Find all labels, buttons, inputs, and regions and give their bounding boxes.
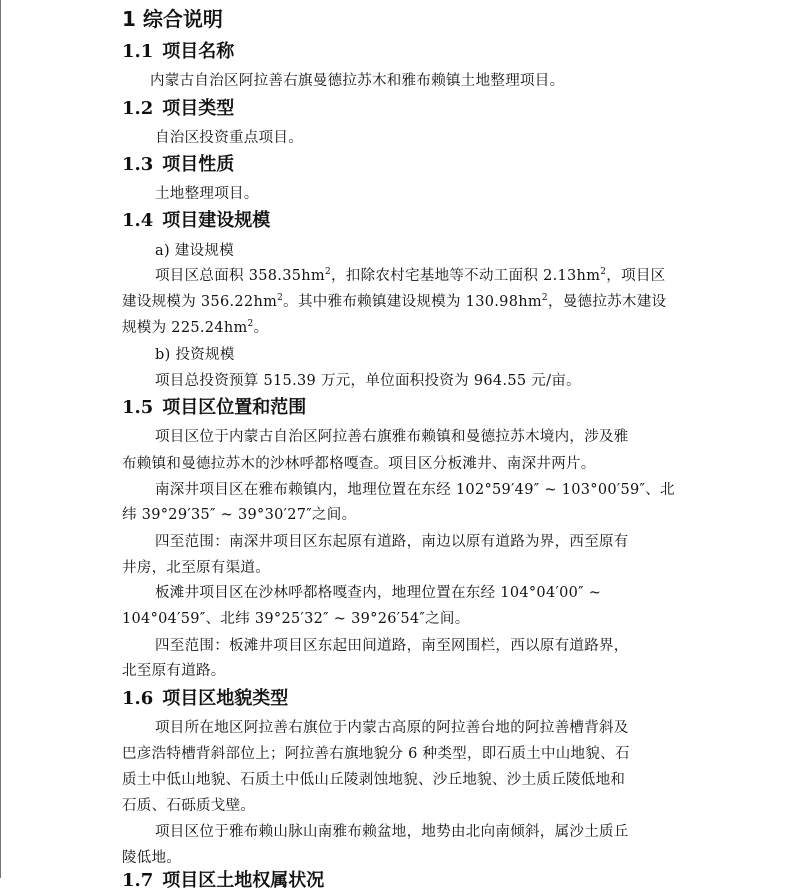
- section-number: 1.2: [122, 98, 154, 119]
- paragraph-line: 陵低地。: [122, 850, 182, 866]
- superscript: 2: [277, 293, 284, 304]
- section-number: 1.7: [122, 870, 154, 891]
- paragraph-line: 石质、石砾质戈壁。: [122, 798, 256, 814]
- paragraph-line: 井房，北至原有渠道。: [122, 560, 270, 576]
- superscript: 2: [600, 267, 607, 278]
- section-title: 项目区位置和范围: [162, 397, 307, 418]
- text-run: ，扣除农村宅基地等不动工面积 2.13hm: [330, 268, 601, 284]
- superscript: 2: [247, 319, 254, 330]
- section-heading-1-1: [122, 37, 234, 63]
- paragraph-line: 巴彦浩特槽背斜部位上；阿拉善右旗地貌分 6 种类型，即石质土中山地貌、石: [122, 746, 630, 762]
- section-heading-1-7: [122, 866, 422, 892]
- section-body-1-3: 土地整理项目。: [155, 186, 259, 202]
- section-title: 项目区土地权属状况: [162, 870, 325, 891]
- section-heading-1-7-clipped: [122, 866, 422, 891]
- paragraph-line: 项目区位于雅布赖山脉山南雅布赖盆地，地势由北向南倾斜，属沙土质丘: [155, 824, 629, 840]
- section-number: 1.4: [122, 210, 154, 231]
- paragraph-line: 四至范围：板滩井项目区东起田间道路，南至网围栏，西以原有道路界，: [155, 638, 629, 654]
- section-title: 项目区地貌类型: [162, 688, 289, 709]
- paragraph-line: 板滩井项目区在沙林呼都格嘎查内，地理位置在东经 104°04′00″ ~: [155, 585, 602, 601]
- text-run: 。: [253, 320, 269, 336]
- paragraph-line: 项目区位于内蒙古自治区阿拉善右旗雅布赖镇和曼德拉苏木境内，涉及雅: [155, 429, 629, 445]
- paragraph-line: 项目总投资预算 515.39 万元，单位面积投资为 964.55 元/亩。: [155, 373, 581, 389]
- section-heading-1-2: [122, 94, 234, 120]
- page-edge-line: [0, 0, 1, 878]
- paragraph-line: [122, 290, 666, 311]
- section-body-1-2: 自治区投资重点项目。: [155, 130, 303, 146]
- section-number: 1.5: [122, 397, 154, 418]
- list-label-a: a) 建设规模: [155, 243, 235, 259]
- paragraph-line: [122, 316, 268, 337]
- paragraph-line: 四至范围：南深井项目区东起原有道路，南边以原有道路为界，西至原有: [155, 534, 629, 550]
- section-number: 1.3: [122, 154, 154, 175]
- section-heading-1-3: [122, 150, 234, 176]
- section-title: 项目名称: [162, 41, 235, 62]
- list-label-b: b) 投资规模: [155, 347, 235, 363]
- section-heading-1-5: [122, 393, 306, 419]
- text-run: 规模为 225.24hm: [122, 320, 248, 336]
- section-title: 项目类型: [162, 98, 235, 119]
- section-number: 1.6: [122, 688, 154, 709]
- paragraph-line: [155, 264, 665, 285]
- section-number: 1.1: [122, 41, 154, 62]
- section-heading-1-4: [122, 206, 270, 232]
- paragraph-line: 项目所在地区阿拉善右旗位于内蒙古高原的阿拉善台地的阿拉善槽背斜及: [155, 720, 629, 736]
- text-run: ，项目区: [606, 268, 666, 284]
- section-title: 项目性质: [162, 154, 235, 175]
- text-run: 。其中雅布赖镇建设规模为 130.98hm: [283, 294, 542, 310]
- section-title: 项目建设规模: [162, 210, 271, 231]
- superscript: 2: [324, 267, 331, 278]
- chapter-heading: 1 综合说明: [122, 7, 223, 31]
- paragraph-line: 布赖镇和曼德拉苏木的沙林呼都格嘎查。项目区分板滩井、南深井两片。: [122, 456, 596, 472]
- section-heading-1-6: [122, 684, 288, 710]
- text-run: 项目区总面积 358.35hm: [155, 268, 325, 284]
- paragraph-line: 质土中低山地貌、石质土中低山丘陵剥蚀地貌、沙丘地貌、沙土质丘陵低地和: [122, 772, 626, 788]
- paragraph-line: 南深井项目区在雅布赖镇内，地理位置在东经 102°59′49″ ~ 103°00′59″、北: [155, 482, 675, 498]
- text-run: 建设规模为 356.22hm: [122, 294, 278, 310]
- paragraph-line: 纬 39°29′35″ ~ 39°30′27″之间。: [122, 507, 357, 523]
- paragraph-line: 北至原有道路。: [122, 663, 226, 679]
- superscript: 2: [541, 293, 548, 304]
- paragraph-line: 104°04′59″、北纬 39°25′32″ ~ 39°26′54″之间。: [122, 611, 470, 627]
- section-body-1-1: 内蒙古自治区阿拉善右旗曼德拉苏木和雅布赖镇土地整理项目。: [150, 73, 565, 89]
- text-run: ，曼德拉苏木建设: [547, 294, 667, 310]
